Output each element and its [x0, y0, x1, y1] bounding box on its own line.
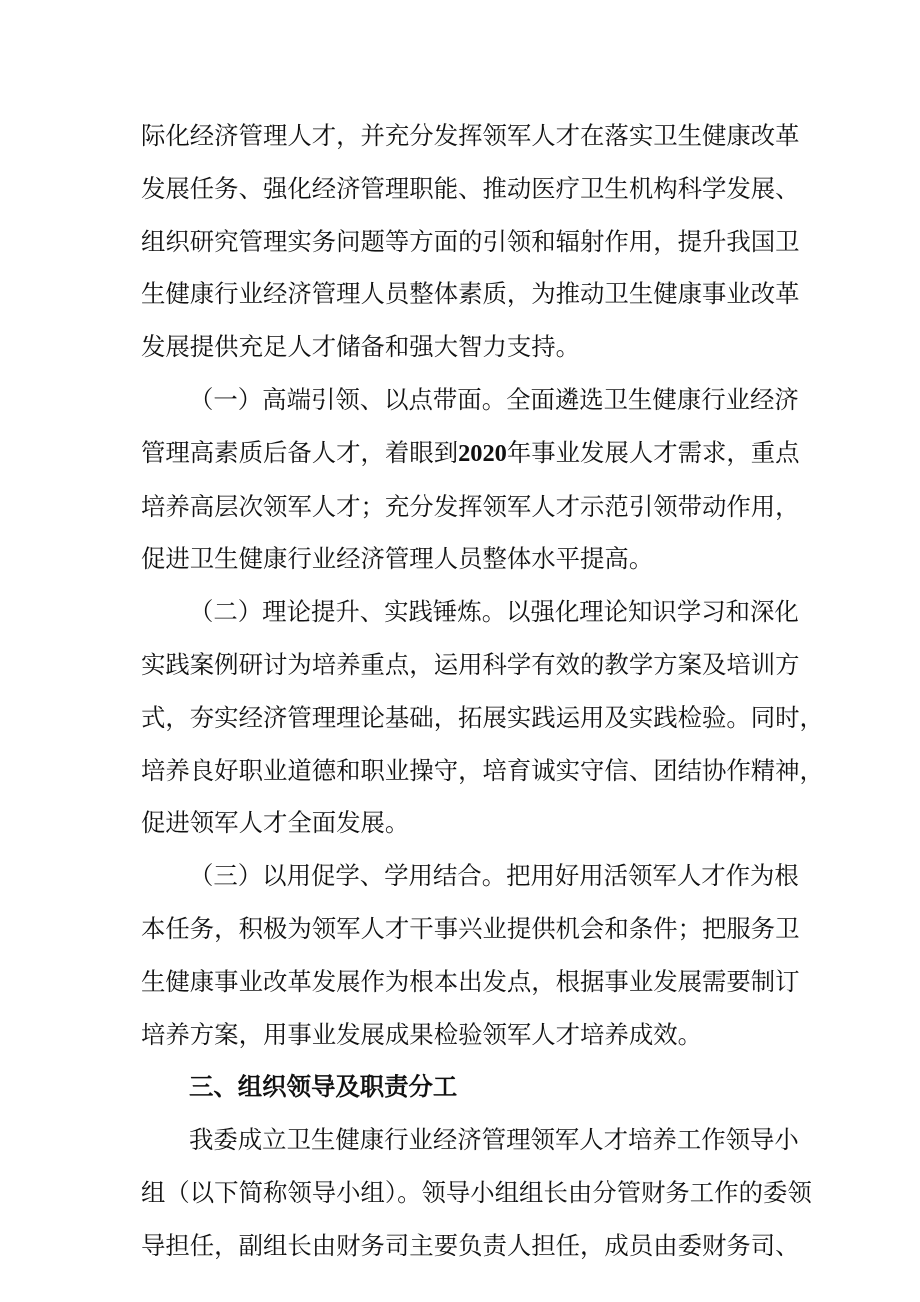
text-fragment: 管理高素质后备人才，着眼到 [141, 437, 459, 467]
paragraph-continuation [141, 110, 811, 374]
text-line: （三）以用促学、学用结合。把用好用活领军人才作为根 [189, 861, 799, 891]
text-line: 导担任，副组长由财务司主要负责人担任，成员由委财务司、 [141, 1230, 800, 1260]
text-line: 组（以下简称领导小组）。领导小组组长由分管财务工作的委领 [141, 1177, 812, 1207]
text-line: 发展提供充足人才储备和强大智力支持。 [141, 332, 581, 362]
text-line: 发展任务、强化经济管理职能、推动医疗卫生机构科学发展、 [141, 173, 800, 203]
text-line: 实践案例研讨为培养重点，运用科学有效的教学方案及培训方 [141, 649, 800, 679]
text-line: 生健康行业经济管理人员整体素质，为推动卫生健康事业改革 [141, 279, 800, 309]
text-line: 本任务，积极为领军人才干事兴业提供机会和条件；把服务卫 [141, 913, 800, 943]
text-line: 培养良好职业道德和职业操守，培育诚实守信、团结协作精神， [141, 755, 824, 785]
paragraph-leadership-group [141, 1114, 811, 1272]
text-line: （一）高端引领、以点带面。全面遴选卫生健康行业经济 [189, 384, 799, 414]
paragraph-high-end-leadership [141, 374, 811, 586]
text-line: 培养高层次领军人才；充分发挥领军人才示范引领带动作用， [141, 491, 800, 521]
text-line: 组织研究管理实务问题等方面的引领和辐射作用，提升我国卫 [141, 226, 800, 256]
paragraph-learning-application [141, 850, 811, 1061]
text-line: 促进领军人才全面发展。 [141, 808, 410, 838]
document-page [141, 110, 824, 1273]
text-line [141, 427, 811, 481]
section-heading: 三、组织领导及职责分工 [189, 1072, 458, 1102]
text-line: 我委成立卫生健康行业经济管理领军人才培养工作领导小 [189, 1125, 799, 1155]
text-line: 培养方案，用事业发展成果检验领军人才培养成效。 [141, 1019, 702, 1049]
paragraph-theory-practice [141, 586, 824, 850]
year-number: 2020 [458, 439, 507, 467]
text-line: 促进卫生健康行业经济管理人员整体水平提高。 [141, 544, 654, 574]
text-line: （二）理论提升、实践锤炼。以强化理论知识学习和深化 [189, 597, 799, 627]
text-line: 式，夯实经济管理理论基础，拓展实践运用及实践检验。同时， [141, 702, 824, 732]
text-line: 际化经济管理人才，并充分发挥领军人才在落实卫生健康改革 [141, 121, 800, 150]
text-fragment: 年事业发展人才需求，重点 [506, 437, 800, 467]
text-line: 生健康事业改革发展作为根本出发点，根据事业发展需要制订 [141, 966, 800, 996]
